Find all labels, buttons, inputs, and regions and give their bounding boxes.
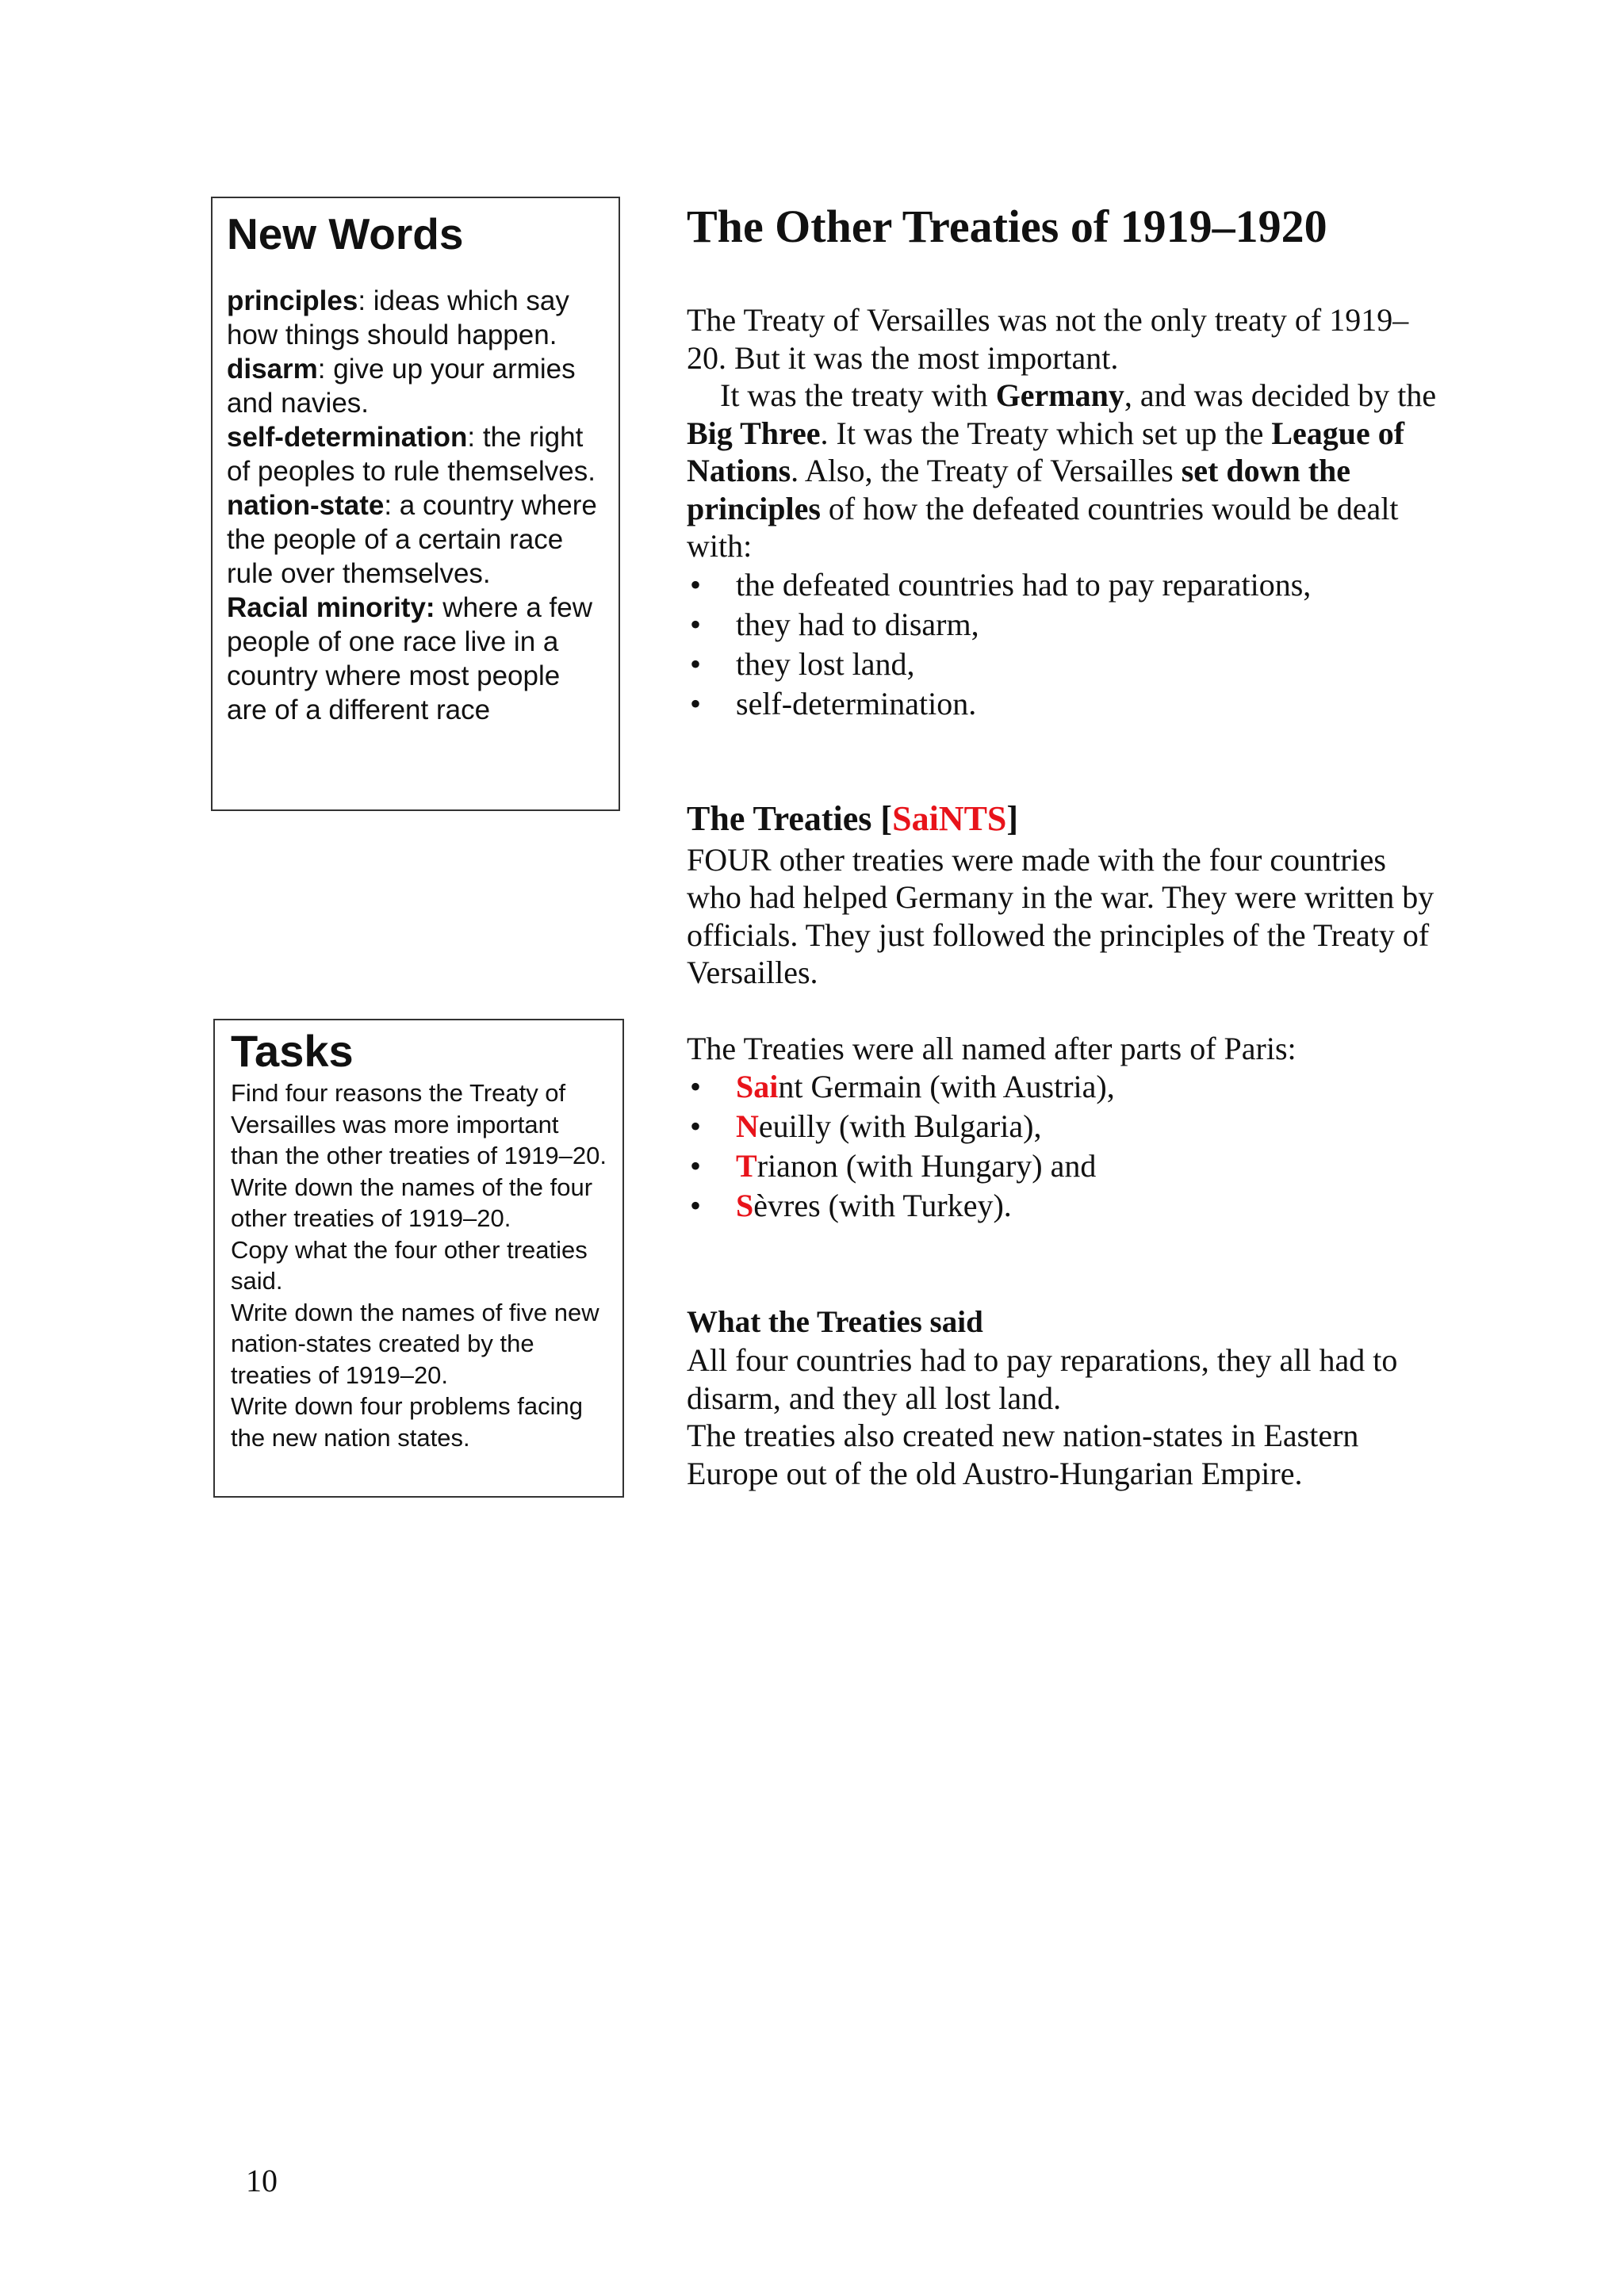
definition-term: disarm [227,354,318,385]
definition-text: where a few people of one race live in a country where most people are of a different race [227,592,593,725]
treaty-name: èvres (with Turkey). [753,1188,1012,1223]
treaty-name: rianon (with Hungary) and [756,1148,1097,1184]
what-said-heading: What the Treaties said [687,1305,983,1339]
definition-entry [227,352,607,420]
new-words-title: New Words [227,209,464,258]
definition-entry [227,284,607,352]
task-item: Find four reasons the Treaty of Versailles was more important than the other treaties of 1919–20. [231,1079,607,1169]
definition-text: : a country where the people of a certain race rule over themselves. [227,490,597,589]
definition-term: nation-state [227,490,385,521]
treaty-initial: T [736,1148,757,1184]
treaty-initial: S [736,1188,754,1223]
treaties-paragraph-2: The Treaties were all named after parts of Paris: [687,1030,1297,1066]
text-run: . Also, the Treaty of Versailles [791,453,1182,488]
intro-paragraph: The Treaty of Versailles was not the only treaty of 1919–20. But it was the most important. [687,302,1409,376]
intro-paragraph-2 [687,377,1448,565]
spacer [687,724,1448,797]
treaties-list [687,1067,1448,1226]
list-item [687,1186,1448,1226]
what-said-paragraph-2: The treaties also created new nation-states in Eastern Europe out of the old Austro-Hungarian Empire. [687,1418,1359,1491]
task-item: Copy what the four other treaties said. [231,1235,588,1295]
list-item [687,1146,1448,1186]
treaties-heading [687,797,1448,841]
definition-entry [227,420,607,488]
definition-text: : give up your armies and navies. [227,354,576,419]
task-item: Write down four problems facing the new nation states. [231,1392,583,1452]
spacer [687,260,1448,301]
task-item: Write down the names of the four other treaties of 1919–20. [231,1173,593,1232]
list-item [687,1067,1448,1107]
definitions-list [227,284,607,727]
list-item: • they lost land, [687,645,1448,684]
definition-term: self-determination [227,422,468,453]
list-item: • they had to disarm, [687,605,1448,645]
list-item: • self-determination. [687,684,1448,724]
text-run: The Treaties [ [687,798,893,838]
definition-text: : the right of peoples to rule themselves. [227,422,596,487]
task-item: Write down the names of five new nation-states created by the treaties of 1919–20. [231,1298,599,1389]
what-said-paragraph: All four countries had to pay reparations, they all had to disarm, and they all lost land. [687,1342,1398,1416]
treaties-paragraph: FOUR other treaties were made with the four countries who had helped Germany in the war. They were written by officials. They just followed the principles of the Treaty of Versailles. [687,841,1434,990]
definition-term: Racial minority: [227,592,435,623]
treaty-initial: Sai [736,1069,779,1104]
tasks-title: Tasks [231,1026,354,1076]
emphasis-league: League of Nations [687,415,1405,488]
new-words-box [211,197,620,811]
principles-list [687,565,1448,724]
spacer [687,992,1448,1030]
text-run: of how the defeated countries would be dealt with: [687,490,1399,564]
acronym-saints: SaiNTS [892,798,1007,838]
treaty-name: euilly (with Bulgaria), [758,1108,1042,1144]
definition-entry [227,591,607,727]
text-run: , and was decided by the [1124,377,1437,413]
text-run: It was the treaty with [720,377,996,413]
definition-entry [227,488,607,591]
spacer [687,1226,1448,1303]
definition-text: : ideas which say how things should happen. [227,285,569,350]
page-title: The Other Treaties of 1919–1920 [687,201,1327,252]
text-run: . It was the Treaty which set up the [820,415,1272,451]
emphasis-set-down: set down the principles [687,453,1351,526]
page-number: 10 [246,2163,278,2198]
emphasis-big-three: Big Three [687,415,821,451]
list-item [687,1107,1448,1146]
treaty-name: nt Germain (with Austria), [778,1069,1115,1104]
treaty-initial: N [736,1108,759,1144]
emphasis-germany: Germany [995,377,1124,413]
list-item: • the defeated countries had to pay reparations, [687,565,1448,605]
main-content [687,193,1448,1492]
tasks-box [213,1019,624,1498]
definition-term: principles [227,285,358,316]
text-run: ] [1006,798,1019,838]
